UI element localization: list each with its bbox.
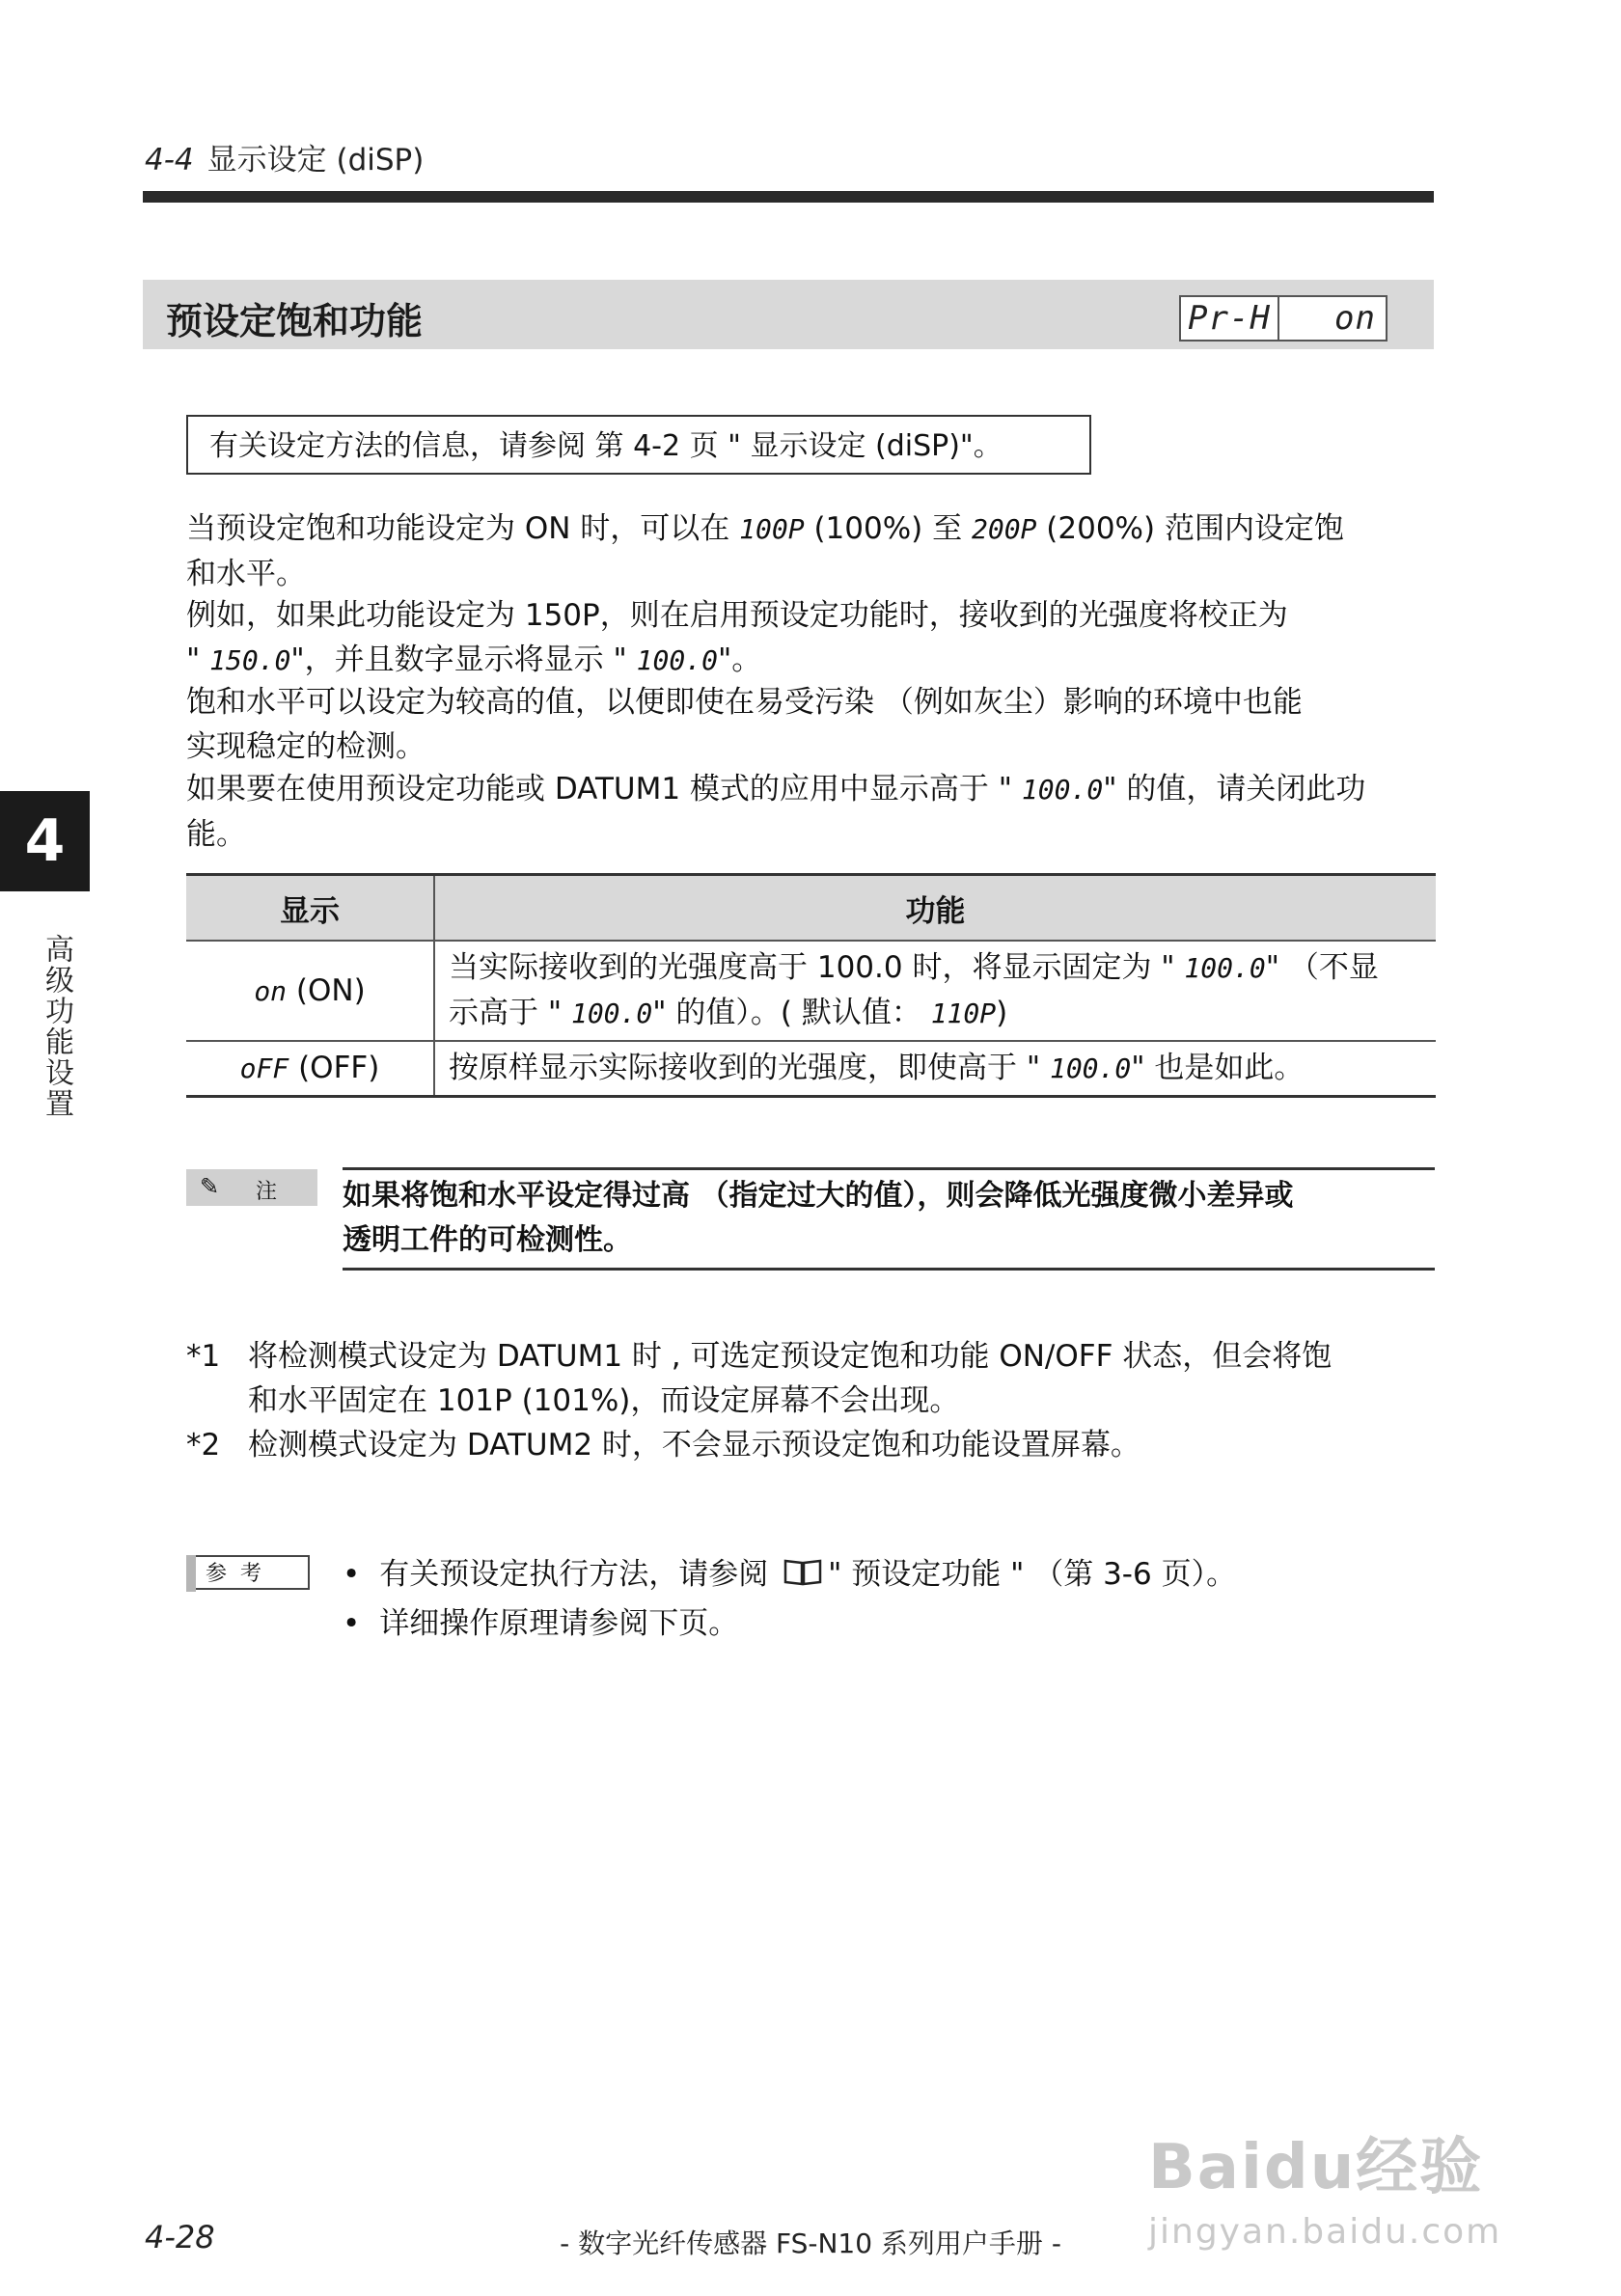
page-header [145, 135, 424, 178]
text: (OFF) [288, 1051, 380, 1085]
footnote-mark: *2 [186, 1428, 221, 1462]
text: "，并且数字显示将显示 " [290, 642, 637, 677]
text: "。 [717, 642, 762, 677]
section-bar [143, 280, 1434, 349]
note-text [343, 1174, 1435, 1263]
paragraph-3 [186, 680, 1441, 769]
text: (ON) [287, 972, 366, 1008]
text: 透明工件的可检测性。 [343, 1223, 632, 1257]
column-header-display: 显示 [186, 875, 434, 942]
text: 和水平。 [186, 557, 306, 591]
reference-label-strip [186, 1555, 196, 1592]
text: " 的值）。( 默认值： [652, 996, 931, 1030]
text: ) [996, 996, 1008, 1030]
lcd-text: oFF [239, 1052, 289, 1084]
bullet: • [343, 1606, 361, 1641]
table-cell-function [434, 1041, 1436, 1097]
table-cell-function [434, 941, 1436, 1041]
lcd-text: on [254, 974, 288, 1007]
column-header-function: 功能 [434, 875, 1436, 942]
function-table [186, 873, 1436, 1098]
text: 饱和水平可以设定为较高的值，以便即使在易受污染 （例如灰尘）影响的环境中也能 [186, 685, 1303, 720]
lcd-display [1179, 295, 1387, 342]
reference-box: 有关设定方法的信息，请参阅 第 4-2 页 " 显示设定 (diSP)"。 [186, 415, 1091, 475]
section-title: 预设定饱和功能 [166, 300, 424, 342]
table-row [186, 941, 1436, 1041]
lcd-text: 100.0 [1184, 952, 1266, 984]
table-cell-display [186, 1041, 434, 1097]
reference-label-text: 参考 [186, 1555, 310, 1590]
footnote [186, 1423, 1441, 1467]
note-rule-bottom [343, 1268, 1435, 1271]
note-label-text: 注 [256, 1180, 278, 1204]
footnote [186, 1334, 1441, 1423]
text: " （不显 [1265, 950, 1379, 985]
text: 例如，如果此功能设定为 150P，则在启用预设定功能时，接收到的光强度将校正为 [186, 598, 1288, 633]
text: " 的值，请关闭此功 [1103, 772, 1366, 806]
lcd-text: 100.0 [1049, 1052, 1132, 1084]
lcd-text: 100.0 [636, 644, 718, 676]
table-cell-display [186, 941, 434, 1041]
text: 按原样显示实际接收到的光强度，即使高于 " [449, 1051, 1050, 1085]
text: 当实际接收到的光强度高于 100.0 时，将显示固定为 " [449, 950, 1185, 985]
table-row [186, 1041, 1436, 1097]
reference-item [343, 1601, 738, 1646]
lcd-text: 110P [930, 998, 997, 1029]
text: " 也是如此。 [1131, 1051, 1305, 1085]
section-number: 4-4 [145, 143, 194, 178]
watermark-url: jingyan.baidu.com [1148, 2212, 1502, 2252]
page-number: 4-28 [145, 2219, 215, 2255]
text: (100%) 至 [804, 511, 972, 546]
text: " 预设定功能 " （第 3-6 页）。 [828, 1557, 1237, 1592]
text: 和水平固定在 101P (101%)，而设定屏幕不会出现。 [248, 1383, 960, 1418]
section-heading: 显示设定 (diSP) [206, 143, 425, 178]
text: 能。 [186, 817, 246, 852]
reference-label [186, 1555, 319, 1599]
paragraph-2 [186, 593, 1441, 683]
chapter-tab: 4 [0, 791, 90, 891]
text: 示高于 " [449, 996, 571, 1030]
footnote-mark: *1 [186, 1339, 221, 1374]
text: 如果要在使用预设定功能或 DATUM1 模式的应用中显示高于 " [186, 772, 1022, 806]
text: (200%) 范围内设定饱 [1036, 511, 1344, 546]
lcd-text: 150.0 [209, 644, 291, 676]
watermark-logo-text: Baidu经验 [1148, 2132, 1484, 2203]
lcd-text: 200P [971, 513, 1037, 545]
pencil-icon: ✎ [200, 1173, 220, 1200]
text: 详细操作原理请参阅下页。 [379, 1606, 739, 1641]
text: 如果将饱和水平设定得过高 （指定过大的值），则会降低光强度微小差异或 [343, 1179, 1294, 1213]
lcd-text: 100P [739, 513, 805, 545]
note-rule-top [343, 1167, 1435, 1170]
paragraph-1 [186, 506, 1441, 596]
book-icon [783, 1554, 822, 1599]
reference-item [343, 1552, 1236, 1599]
lcd-parameter: Pr-H [1188, 299, 1271, 338]
text: 实现稳定的检测。 [186, 729, 426, 764]
note-label [186, 1169, 317, 1206]
text: 有关预设定执行方法，请参阅 [379, 1557, 779, 1592]
table-header-row [186, 875, 1436, 942]
header-rule [143, 191, 1434, 203]
text: 当预设定饱和功能设定为 ON 时，可以在 [186, 511, 740, 546]
lcd-value: on [1278, 297, 1386, 340]
paragraph-4 [186, 767, 1441, 857]
text: 检测模式设定为 DATUM2 时，不会显示预设定饱和功能设置屏幕。 [248, 1428, 1140, 1462]
chapter-side-label: 高级功能设置 [40, 934, 73, 1119]
lcd-text: 100.0 [1021, 774, 1104, 806]
bullet: • [343, 1557, 361, 1592]
text: " [186, 642, 210, 677]
text: 将检测模式设定为 DATUM1 时 , 可选定预设定饱和功能 ON/OFF 状态，但会将饱 [248, 1339, 1333, 1374]
lcd-text: 100.0 [570, 998, 653, 1029]
footer-title: - 数字光纤传感器 FS-N10 系列用户手册 - [560, 2228, 1061, 2259]
